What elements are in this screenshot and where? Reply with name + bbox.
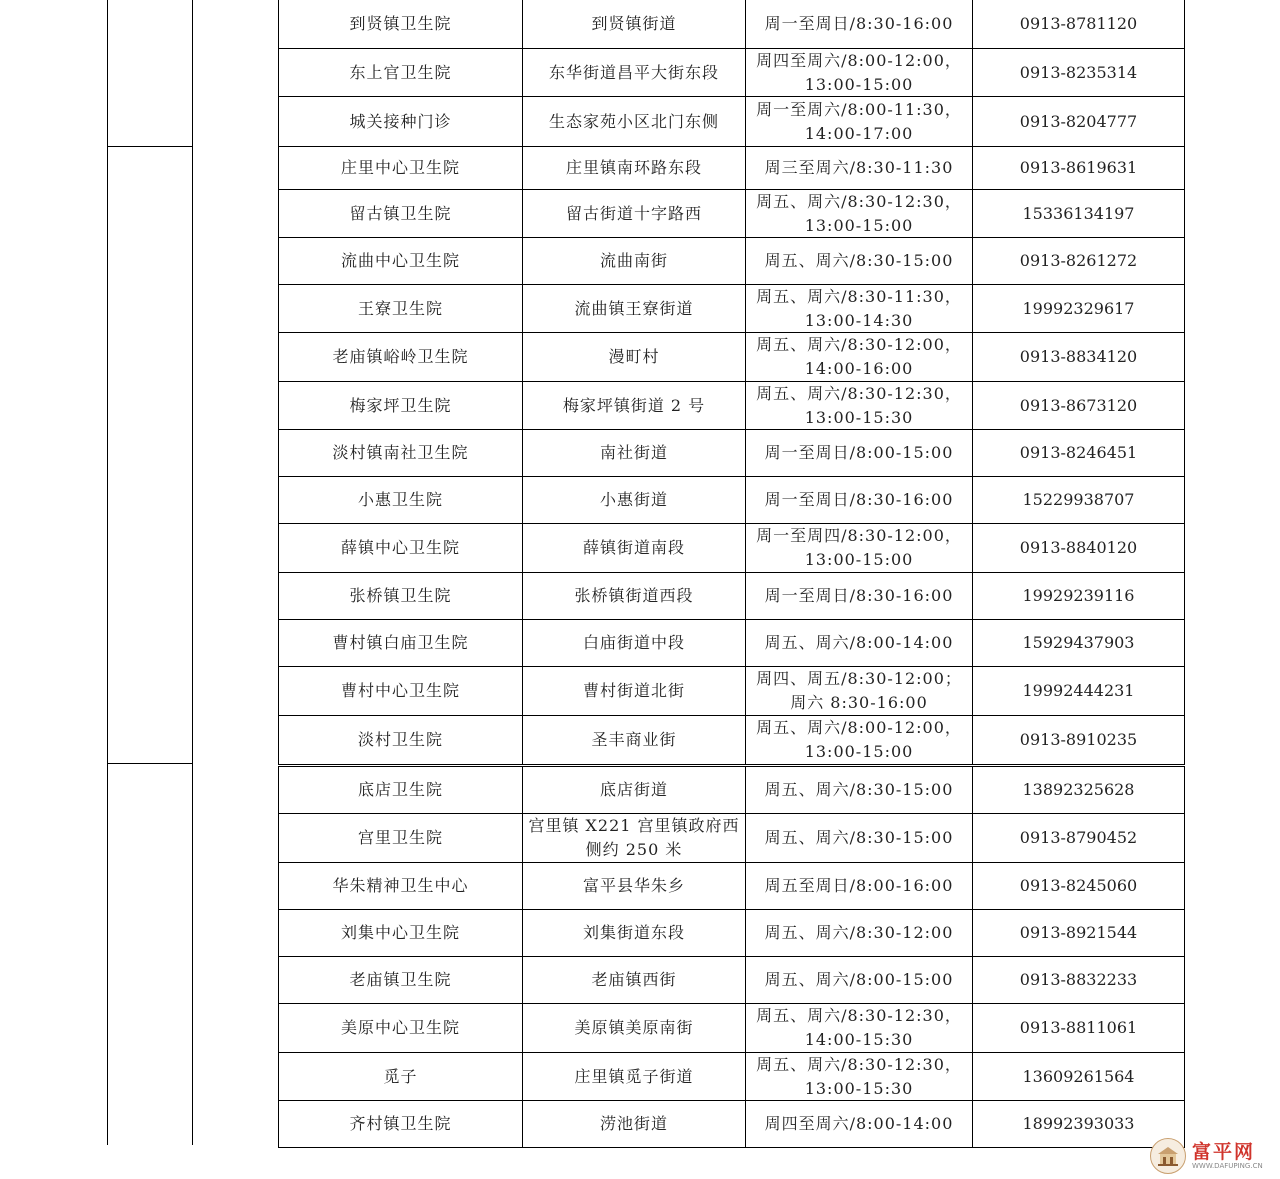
clinic-address: 漫町村 (523, 333, 746, 381)
table-row (279, 285, 1184, 333)
clinic-address: 到贤镇街道 (523, 0, 746, 48)
outer-table-left-border (107, 0, 108, 1145)
clinic-hours: 周三至周六/8:30-11:30 (746, 147, 973, 189)
table-row (279, 1101, 1184, 1147)
clinic-phone: 15336134197 (1022, 203, 1135, 223)
clinic-hours: 周一至周日/8:30-16:00 (746, 573, 973, 619)
clinic-address: 流曲镇王寮街道 (523, 285, 746, 332)
clinic-hours: 周五至周日/8:00-16:00 (746, 863, 973, 909)
clinic-hours: 周五、周六/8:30-15:00 (746, 814, 973, 862)
clinic-name: 小惠卫生院 (279, 477, 523, 523)
clinic-name: 底店卫生院 (279, 767, 523, 813)
clinic-hours: 周五、周六/8:30-12:30， 13:00-15:00 (746, 190, 973, 237)
clinic-address: 刘集街道东段 (523, 910, 746, 956)
clinic-name: 老庙镇峪岭卫生院 (279, 333, 523, 381)
clinic-hours: 周五、周六/8:00-12:00， 13:00-15:00 (746, 716, 973, 764)
clinic-name: 张桥镇卫生院 (279, 573, 523, 619)
clinic-address: 留古街道十字路西 (523, 190, 746, 237)
clinic-hours: 周四至周六/8:00-12:00， 13:00-15:00 (746, 49, 973, 96)
clinic-hours: 周五、周六/8:30-12:30， 14:00-15:30 (746, 1004, 973, 1052)
clinic-address: 富平县华朱乡 (523, 863, 746, 909)
clinic-name: 齐村镇卫生院 (279, 1101, 523, 1147)
clinic-name: 流曲中心卫生院 (279, 238, 523, 284)
clinic-name: 淡村镇南社卫生院 (279, 430, 523, 476)
clinic-address: 宫里镇 X221 宫里镇政府西 侧约 250 米 (523, 814, 746, 862)
building-icon (1150, 1138, 1186, 1174)
clinic-phone: 0913-8781120 (1019, 14, 1138, 33)
clinic-name: 刘集中心卫生院 (279, 910, 523, 956)
clinic-phone: 0913-8832233 (1019, 970, 1138, 989)
clinic-address: 白庙街道中段 (523, 620, 746, 666)
clinic-phone: 18992393033 (1022, 1114, 1135, 1133)
clinic-group-3 (278, 766, 1185, 1148)
watermark-name: 富平网 (1192, 1140, 1256, 1163)
clinic-address: 圣丰商业街 (523, 716, 746, 764)
table-row (279, 910, 1184, 957)
table-row (279, 333, 1184, 382)
clinic-address: 庄里镇南环路东段 (523, 147, 746, 189)
clinic-phone: 0913-8673120 (1019, 395, 1138, 415)
clinic-phone: 13892325628 (1022, 780, 1135, 799)
clinic-phone: 13609261564 (1022, 1066, 1135, 1086)
clinic-phone: 0913-8246451 (1019, 443, 1138, 462)
clinic-hours: 周一至周日/8:30-16:00 (746, 477, 973, 523)
clinic-phone: 0913-8619631 (1019, 158, 1138, 177)
clinic-address: 南社街道 (523, 430, 746, 476)
table-row (279, 477, 1184, 524)
site-watermark (1150, 1136, 1275, 1176)
table-row (279, 573, 1184, 620)
clinic-name: 庄里中心卫生院 (279, 147, 523, 189)
clinic-phone: 0913-8910235 (1019, 730, 1138, 749)
clinic-hours: 周一至周六/8:00-11:30， 14:00-17:00 (746, 97, 973, 146)
clinic-name: 淡村卫生院 (279, 716, 523, 764)
table-row (279, 382, 1184, 430)
outer-table-inner-border (192, 0, 193, 1145)
clinic-hours: 周五、周六/8:30-11:30， 13:00-14:30 (746, 285, 973, 332)
clinic-phone: 0913-8921544 (1019, 923, 1138, 942)
clinic-name: 曹村中心卫生院 (279, 667, 523, 715)
clinic-hours: 周五、周六/8:30-12:30， 13:00-15:30 (746, 382, 973, 429)
clinic-hours: 周一至周四/8:30-12:00， 13:00-15:00 (746, 524, 973, 572)
table-row (279, 1004, 1184, 1053)
clinic-phone: 0913-8204777 (1019, 111, 1138, 131)
table-row (279, 49, 1184, 97)
watermark-url: WWW.DAFUPING.CN (1192, 1161, 1263, 1170)
clinic-name: 华朱精神卫生中心 (279, 863, 523, 909)
clinic-phone: 0913-8261272 (1019, 251, 1138, 270)
clinic-phone: 0913-8834120 (1019, 347, 1138, 366)
clinic-name: 城关接种门诊 (279, 97, 523, 146)
table-row (279, 430, 1184, 477)
table-row (279, 716, 1184, 764)
clinic-hours: 周五、周六/8:30-12:30， 13:00-15:30 (746, 1053, 973, 1100)
clinic-hours: 周一至周日/8:00-15:00 (746, 430, 973, 476)
clinic-hours: 周一至周日/8:30-16:00 (746, 0, 973, 48)
clinic-address: 涝池街道 (523, 1101, 746, 1147)
clinic-hours: 周五、周六/8:00-14:00 (746, 620, 973, 666)
clinic-phone: 0913-8235314 (1019, 62, 1138, 82)
clinic-name: 老庙镇卫生院 (279, 957, 523, 1003)
clinic-address: 曹村街道北街 (523, 667, 746, 715)
clinic-phone: 19929239116 (1022, 586, 1135, 605)
clinic-address: 底店街道 (523, 767, 746, 813)
table-row (279, 863, 1184, 910)
clinic-hours: 周五、周六/8:30-12:00， 14:00-16:00 (746, 333, 973, 381)
clinic-name: 到贤镇卫生院 (279, 0, 523, 48)
clinic-name: 宫里卫生院 (279, 814, 523, 862)
clinic-group-1 (278, 0, 1185, 147)
clinic-hours: 周五、周六/8:30-15:00 (746, 238, 973, 284)
clinic-phone: 0913-8811061 (1019, 1018, 1138, 1037)
table-row (279, 524, 1184, 573)
clinic-address: 张桥镇街道西段 (523, 573, 746, 619)
clinic-address: 小惠街道 (523, 477, 746, 523)
clinic-phone: 0913-8790452 (1019, 828, 1138, 847)
table-row (279, 667, 1184, 716)
clinic-address: 薛镇街道南段 (523, 524, 746, 572)
clinic-hours: 周五、周六/8:00-15:00 (746, 957, 973, 1003)
clinic-hours: 周四、周五/8:30-12:00； 周六 8:30-16:00 (746, 667, 973, 715)
table-row (279, 620, 1184, 667)
clinic-name: 梅家坪卫生院 (279, 382, 523, 429)
clinic-phone: 19992444231 (1022, 681, 1135, 700)
clinic-hours: 周五、周六/8:30-12:00 (746, 910, 973, 956)
clinic-name: 曹村镇白庙卫生院 (279, 620, 523, 666)
clinic-address: 美原镇美原南街 (523, 1004, 746, 1052)
group-separator-1 (107, 146, 193, 147)
table-row (279, 814, 1184, 863)
clinic-phone: 15929437903 (1022, 633, 1135, 652)
clinic-name: 王寮卫生院 (279, 285, 523, 332)
clinic-name: 留古镇卫生院 (279, 190, 523, 237)
clinic-phone: 15229938707 (1022, 490, 1135, 509)
clinic-phone: 0913-8840120 (1019, 538, 1138, 557)
clinic-address: 梅家坪镇街道 2 号 (523, 382, 746, 429)
clinic-hours: 周五、周六/8:30-15:00 (746, 767, 973, 813)
table-row (279, 190, 1184, 238)
clinic-address: 庄里镇觅子街道 (523, 1053, 746, 1100)
table-row (279, 957, 1184, 1004)
clinic-phone: 19992329617 (1022, 298, 1135, 318)
clinic-group-2 (278, 146, 1185, 765)
clinic-address: 生态家苑小区北门东侧 (523, 97, 746, 146)
clinic-phone: 0913-8245060 (1019, 876, 1138, 895)
clinic-name: 觅子 (279, 1053, 523, 1100)
table-row (279, 97, 1184, 146)
table-row (279, 767, 1184, 814)
table-row (279, 147, 1184, 190)
clinic-address: 东华街道昌平大街东段 (523, 49, 746, 96)
clinic-name: 美原中心卫生院 (279, 1004, 523, 1052)
table-row (279, 0, 1184, 49)
group-separator-2 (107, 763, 193, 764)
table-row (279, 1053, 1184, 1101)
clinic-name: 薛镇中心卫生院 (279, 524, 523, 572)
clinic-address: 老庙镇西街 (523, 957, 746, 1003)
clinic-address: 流曲南街 (523, 238, 746, 284)
clinic-name: 东上官卫生院 (279, 49, 523, 96)
table-row (279, 238, 1184, 285)
clinic-hours: 周四至周六/8:00-14:00 (746, 1101, 973, 1147)
